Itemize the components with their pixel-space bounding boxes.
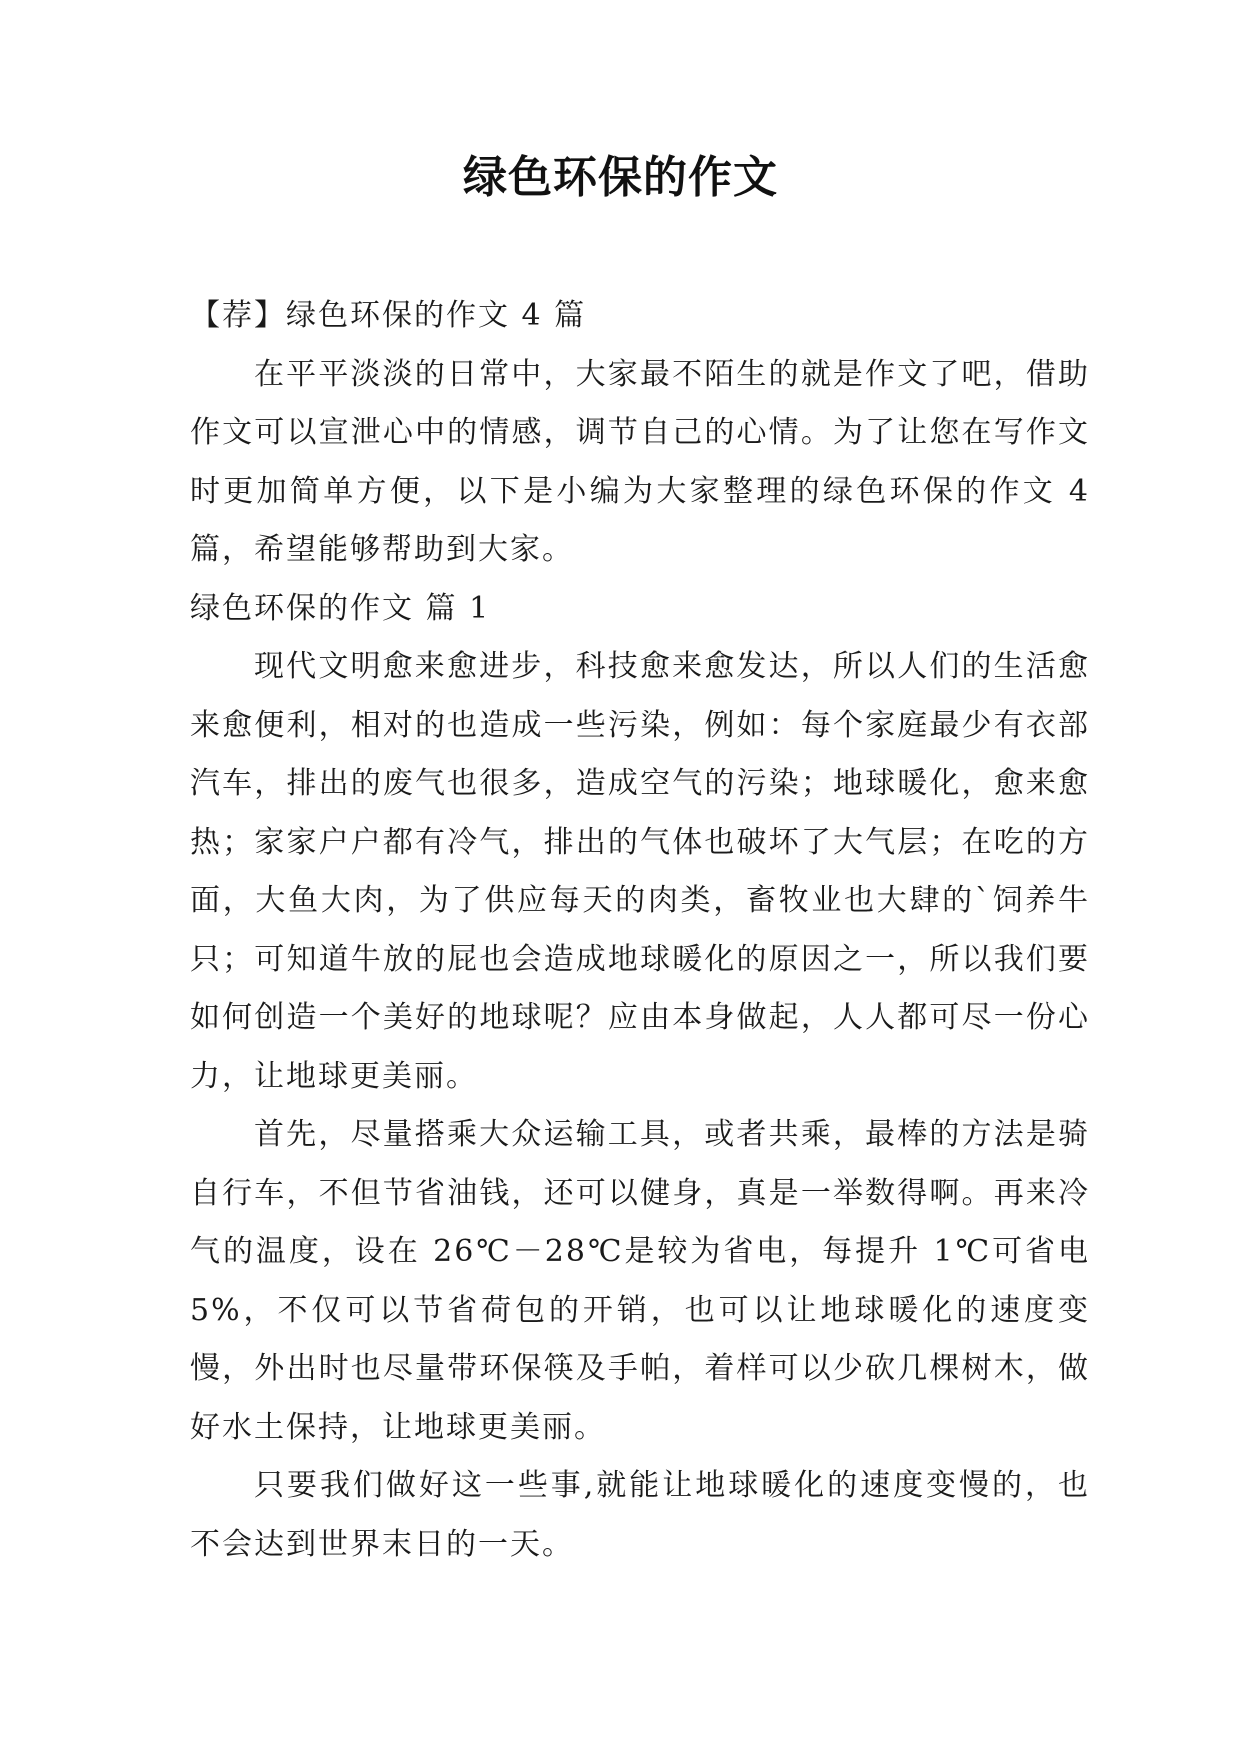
paragraph-body-2: 首先，尽量搭乘大众运输工具，或者共乘，最棒的方法是骑自行车，不但节省油钱，还可以健身，真是一举数得啊。再来冷气的温度，设在 26℃－28℃是较为省电，每提升 1℃可省电 5%，不仅可以节省荷包的开销，也可以让地球暖化的速度变慢，外出时也尽量带环保筷及手帕，着样可以少砍几棵树木，做好水土保持，让地球更美丽。 <box>190 1117 1090 1445</box>
paragraph-intro: 在平平淡淡的日常中，大家最不陌生的就是作文了吧，借助作文可以宣泄心中的情感，调节自己的心情。为了让您在写作文时更加简单方便，以下是小编为大家整理的绿色环保的作文 4 篇，希望能够帮助到大家。 <box>190 356 1090 567</box>
paragraph-recommend: 【荐】绿色环保的作文 4 篇 <box>190 298 587 333</box>
paragraph-body-3: 只要我们做好这一些事,就能让地球暖化的速度变慢的，也不会达到世界末日的一天。 <box>190 1468 1090 1562</box>
document-title: 绿色环保的作文 <box>463 152 778 203</box>
section-heading: 绿色环保的作文 篇 1 <box>190 590 491 626</box>
document-body <box>190 287 1090 1574</box>
paragraph-body-1: 现代文明愈来愈进步，科技愈来愈发达，所以人们的生活愈来愈便利，相对的也造成一些污染，例如：每个家庭最少有衣部汽车，排出的废气也很多，造成空气的污染；地球暖化，愈来愈热；家家户户都有冷气，排出的气体也破坏了大气层；在吃的方面，大鱼大肉，为了供应每天的肉类，畜牧业也大肆的`饲养牛只；可知道牛放的屁也会造成地球暖化的原因之一，所以我们要如何创造一个美好的地球呢？应由本身做起，人人都可尽一份心力，让地球更美丽。 <box>190 649 1090 1094</box>
